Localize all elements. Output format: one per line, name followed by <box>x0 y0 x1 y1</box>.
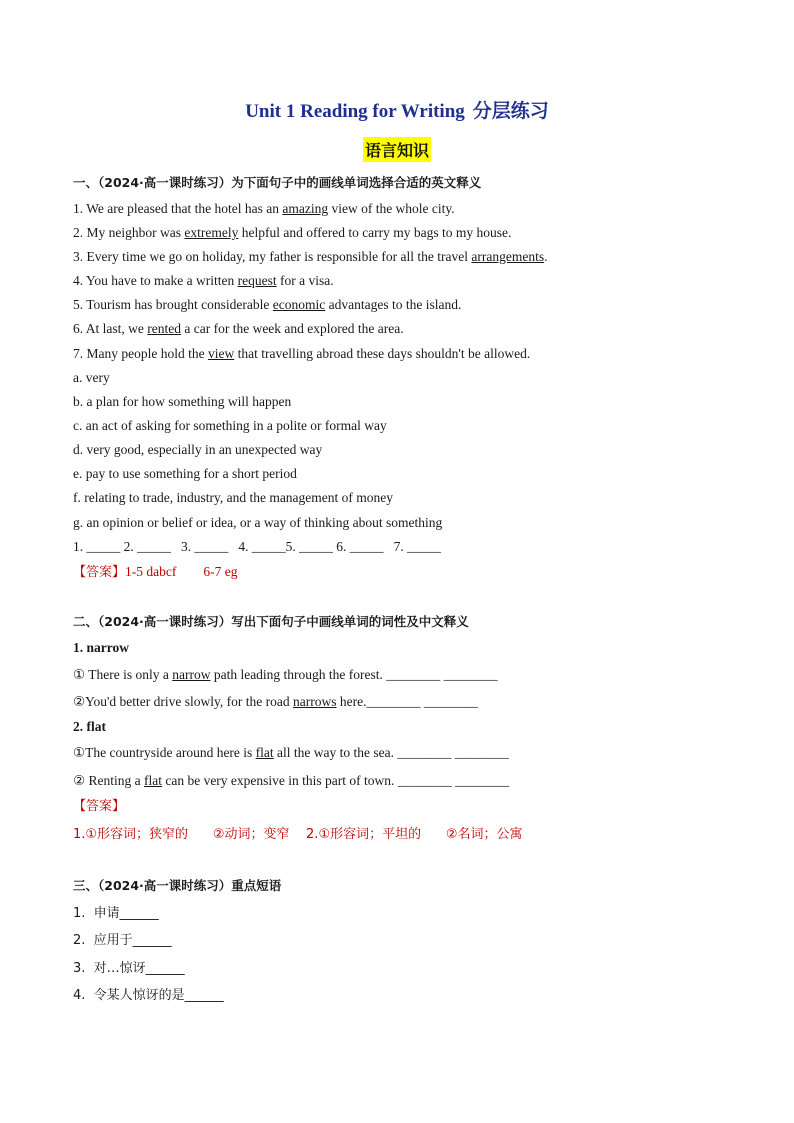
section2-answer-text: 1.①形容词；狭窄的 ②动词；变窄 2.①形容词；平坦的 ②名词；公寓 <box>73 827 523 842</box>
underlined-word: flat <box>255 745 274 760</box>
underlined-word: flat <box>143 773 162 788</box>
option-f: f. relating to trade, industry, and the management of money <box>73 490 394 505</box>
underlined-word: view <box>207 346 235 361</box>
phrase-item-2: 2. 应用于______ <box>73 933 172 948</box>
underlined-word: narrows <box>293 694 337 709</box>
s2-line-flat-1 <box>73 744 509 762</box>
subtitle-wrap <box>0 137 794 162</box>
title-chinese: 分层练习 <box>472 100 549 122</box>
sentence-text: view of the whole city. <box>328 201 455 216</box>
answer-label: 【答案】 <box>73 565 126 580</box>
sentence-text: ② Renting a <box>73 773 144 788</box>
sentence-text: 4. You have to make a written <box>73 273 238 288</box>
s1-sentence-5 <box>73 296 461 314</box>
underlined-word: narrow <box>172 667 211 682</box>
section2-heading: 二、（2024·高一课时练习）写出下面句子中画线单词的词性及中文释义 <box>73 614 469 629</box>
page-title <box>0 96 794 123</box>
s1-sentence-2 <box>73 224 511 242</box>
section2-answer-label: 【答案】 <box>73 799 126 814</box>
section1-answer <box>73 563 237 582</box>
underlined-word: request <box>237 273 277 288</box>
phrase-item-3: 3. 对…惊讶______ <box>73 961 185 976</box>
sentence-text: can be very expensive in this part of town. ________ ________ <box>161 773 510 788</box>
s1-sentence-1 <box>73 200 455 218</box>
sentence-text: 5. Tourism has brought considerable <box>73 297 273 312</box>
sentence-text: here.________ ________ <box>336 694 478 709</box>
title-english: Unit 1 Reading for Writing <box>245 101 465 122</box>
sentence-text: ②You'd better drive slowly, for the road <box>73 694 294 709</box>
sentence-text: helpful and offered to carry my bags to my house. <box>238 225 512 240</box>
sentence-text: 7. Many people hold the <box>73 346 208 361</box>
sentence-text: 6. At last, we <box>73 321 148 336</box>
underlined-word: economic <box>272 297 326 312</box>
option-d: d. very good, especially in an unexpected way <box>73 442 323 457</box>
underlined-word: rented <box>147 321 181 336</box>
s1-sentence-7 <box>73 345 530 363</box>
option-e: e. pay to use something for a short period <box>73 466 297 481</box>
word-title-narrow: 1. narrow <box>73 640 129 655</box>
s2-line-narrow-2 <box>73 693 478 711</box>
sentence-text: all the way to the sea. ________ ________ <box>273 745 509 760</box>
sentence-text: ① There is only a <box>73 667 173 682</box>
sentence-text: advantages to the island. <box>325 297 462 312</box>
answer-blanks: 1. _____ 2. _____ 3. _____ 4. _____5. _____ 6. _____ 7. _____ <box>73 539 441 554</box>
sentence-text: . <box>544 249 548 264</box>
section1-heading: 一、（2024·高一课时练习）为下面句子中的画线单词选择合适的英文释义 <box>73 175 482 190</box>
option-g: g. an opinion or belief or idea, or a way of thinking about something <box>73 515 443 530</box>
sentence-text: ①The countryside around here is <box>73 745 256 760</box>
section3-heading: 三、（2024·高一课时练习）重点短语 <box>73 878 282 893</box>
sentence-text: 2. My neighbor was <box>73 225 185 240</box>
sentence-text: 1. We are pleased that the hotel has an <box>73 201 283 216</box>
sentence-text: 3. Every time we go on holiday, my father is responsible for all the travel <box>73 249 472 264</box>
underlined-word: amazing <box>282 201 329 216</box>
s1-sentence-4 <box>73 272 334 290</box>
option-c: c. an act of asking for something in a polite or formal way <box>73 418 387 433</box>
option-a: a. very <box>73 370 110 385</box>
sentence-text: a car for the week and explored the area. <box>180 321 404 336</box>
phrase-item-1: 1. 申请______ <box>73 906 159 921</box>
answer-text: 1-5 dabcf 6-7 eg <box>125 564 238 579</box>
phrase-item-4: 4. 令某人惊讶的是______ <box>73 988 224 1003</box>
sentence-text: that travelling abroad these days shouldn't be allowed. <box>234 346 531 361</box>
word-title-flat: 2. flat <box>73 719 106 734</box>
s1-sentence-3 <box>73 248 547 266</box>
section-subtitle: 语言知识 <box>363 137 431 162</box>
sentence-text: for a visa. <box>276 273 334 288</box>
option-b: b. a plan for how something will happen <box>73 394 292 409</box>
sentence-text: path leading through the forest. ________ ________ <box>210 667 498 682</box>
s1-sentence-6 <box>73 320 404 338</box>
s2-line-flat-2 <box>73 772 509 790</box>
s2-line-narrow-1 <box>73 666 498 684</box>
underlined-word: arrangements <box>471 249 545 264</box>
underlined-word: extremely <box>184 225 239 240</box>
